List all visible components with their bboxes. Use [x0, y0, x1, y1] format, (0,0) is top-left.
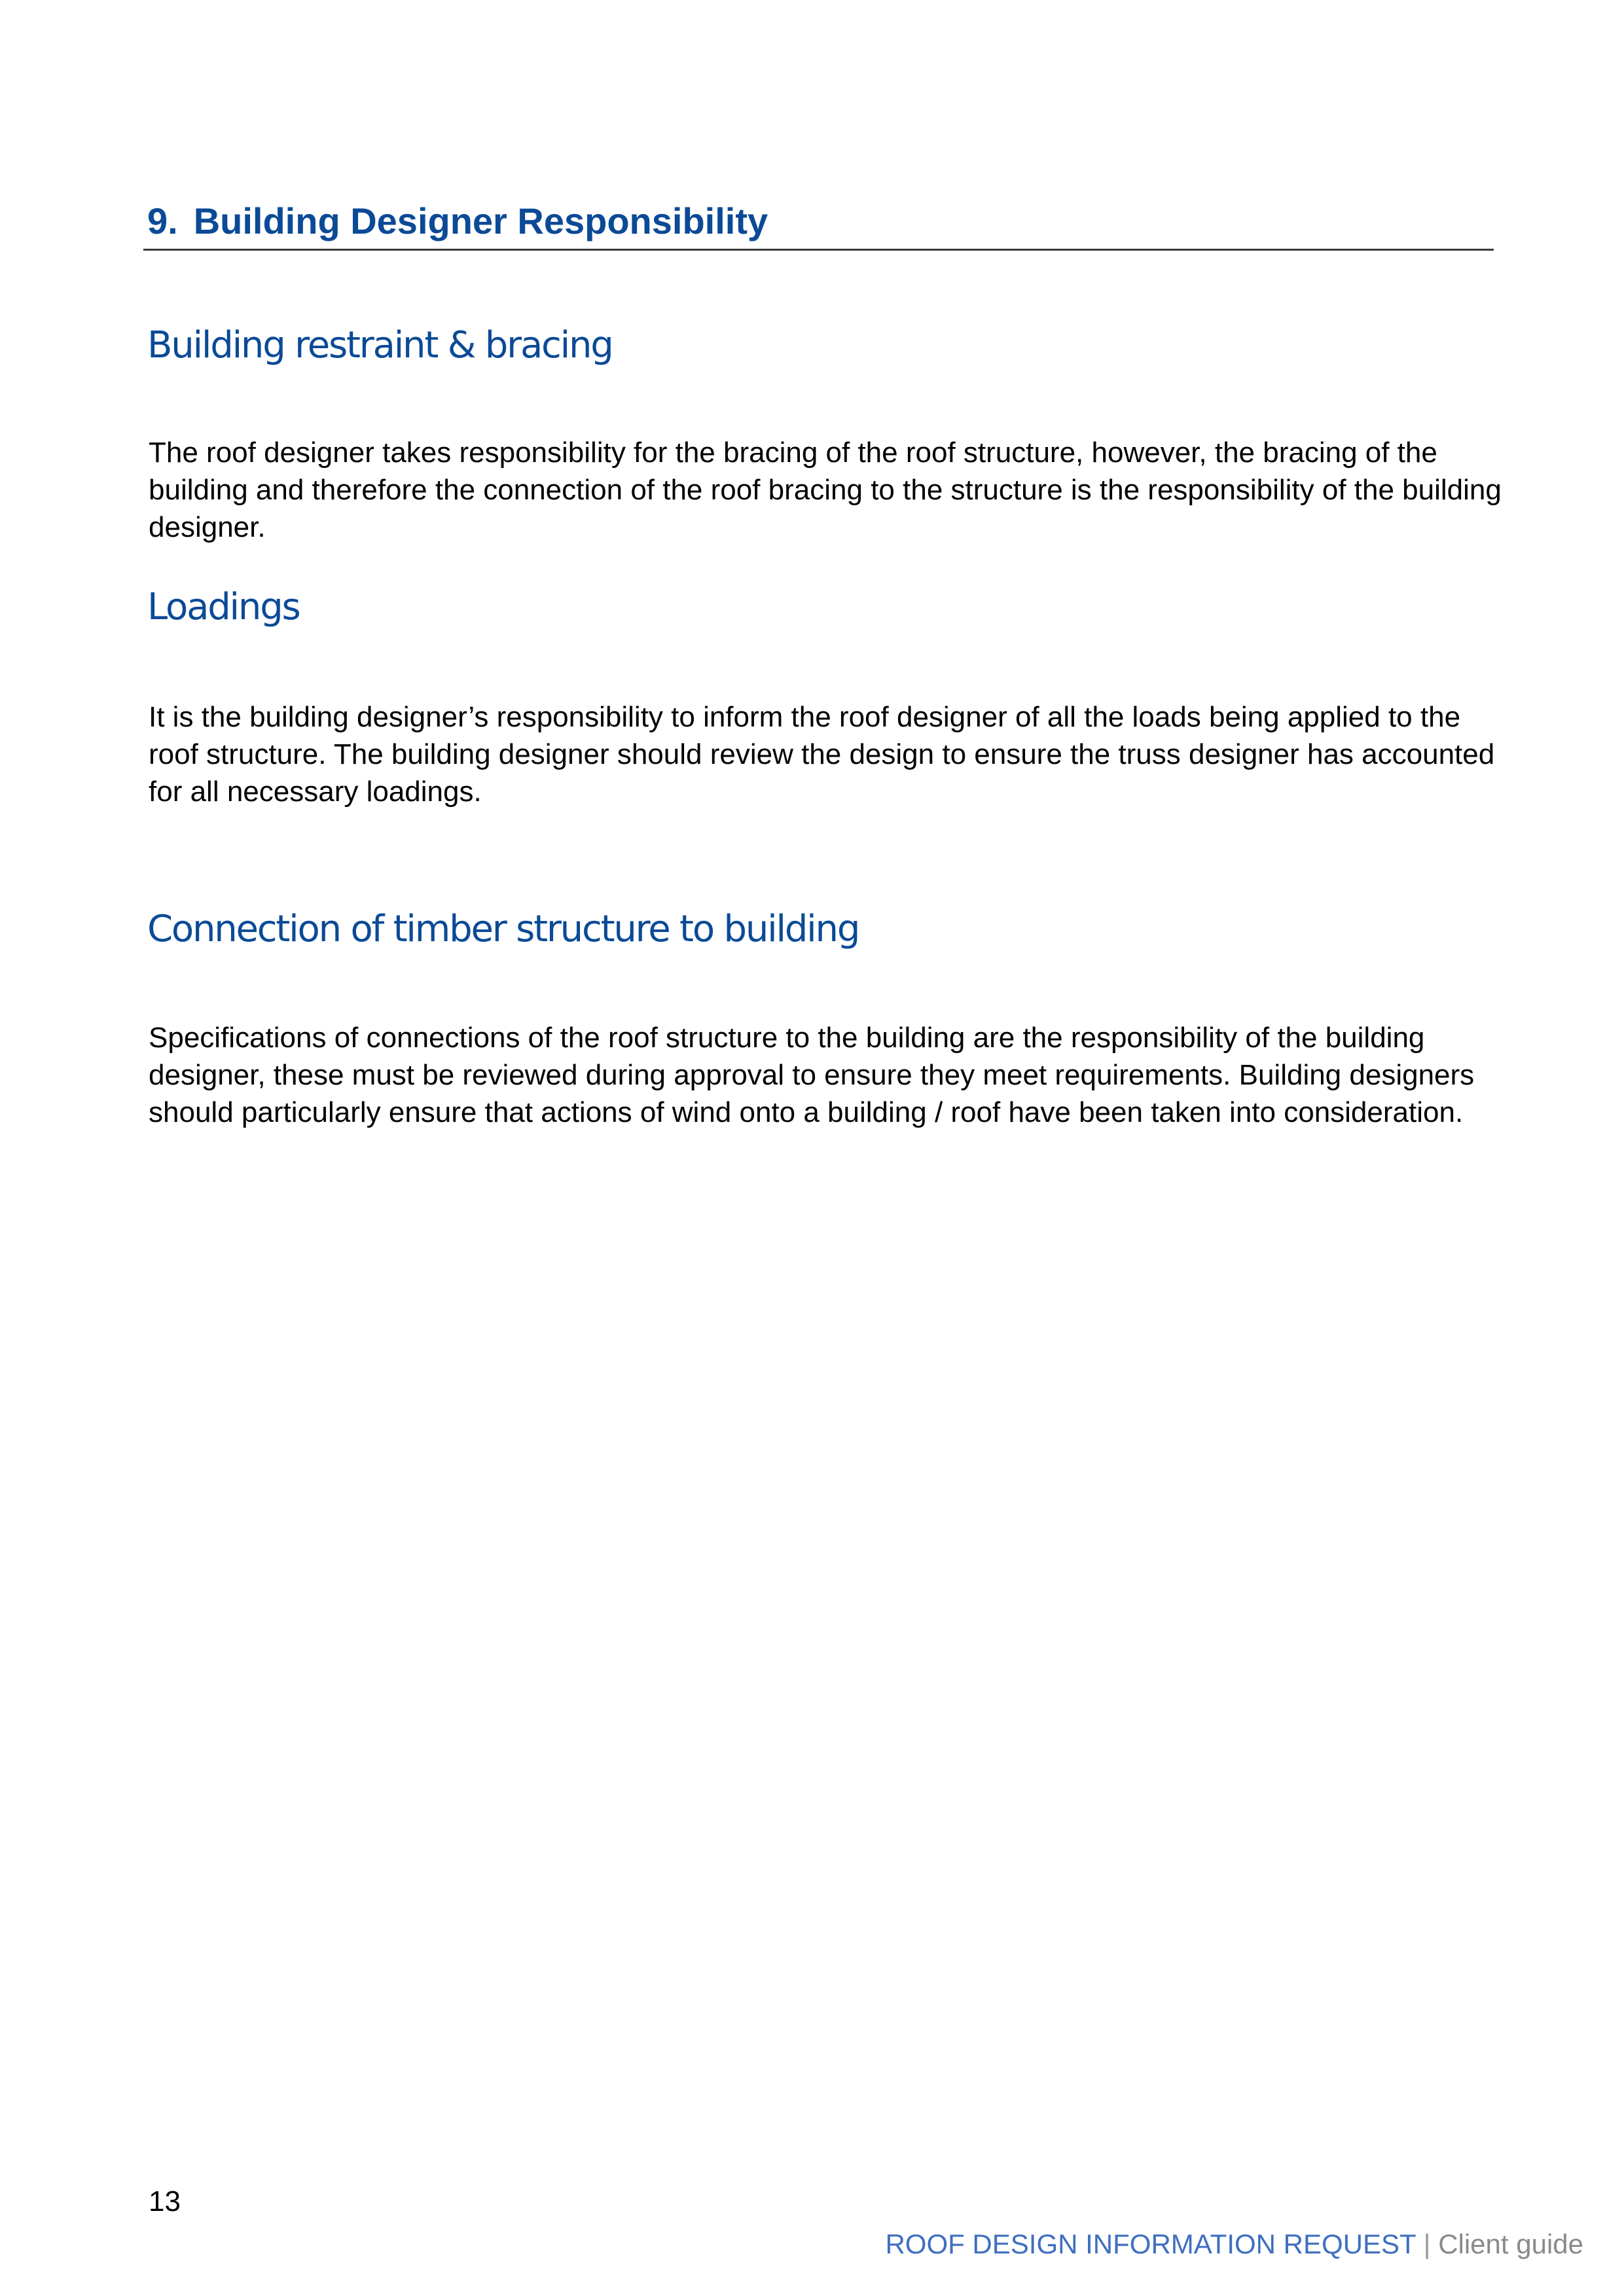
footer-document-type: Client guide — [1438, 2229, 1583, 2259]
heading-divider — [143, 249, 1494, 251]
footer-separator: | — [1415, 2229, 1439, 2259]
section-heading — [147, 195, 768, 247]
section-title: Building Designer Responsibility — [193, 200, 768, 242]
paragraph-building-restraint: The roof designer takes responsibility for the bracing of the roof structure, however, the bracing of the building and therefore the connection of the roof bracing to the structure is the responsibility of the building designer. — [149, 437, 1502, 543]
subheading-connection-timber: Connection of timber structure to building — [147, 908, 859, 950]
subheading-loadings: Loadings — [147, 586, 300, 628]
paragraph-loadings: It is the building designer’s responsibility to inform the roof designer of all the loads being applied to the roof structure. The building designer should review the design to ensure the truss designer has accounted for all necessary loadings. — [149, 701, 1495, 808]
subheading-building-restraint: Building restraint & bracing — [147, 324, 613, 367]
page-footer — [885, 2225, 1583, 2263]
footer-document-title: ROOF DESIGN INFORMATION REQUEST — [885, 2229, 1416, 2259]
section-number: 9. — [147, 200, 178, 242]
paragraph-connection-timber: Specifications of connections of the roof structure to the building are the responsibility of the building designer, these must be reviewed during approval to ensure they meet requirements. Building designers should particularly ensure that actions of wind onto a building / roof have been taken into consideration. — [149, 1022, 1475, 1128]
page-number: 13 — [149, 2185, 181, 2217]
